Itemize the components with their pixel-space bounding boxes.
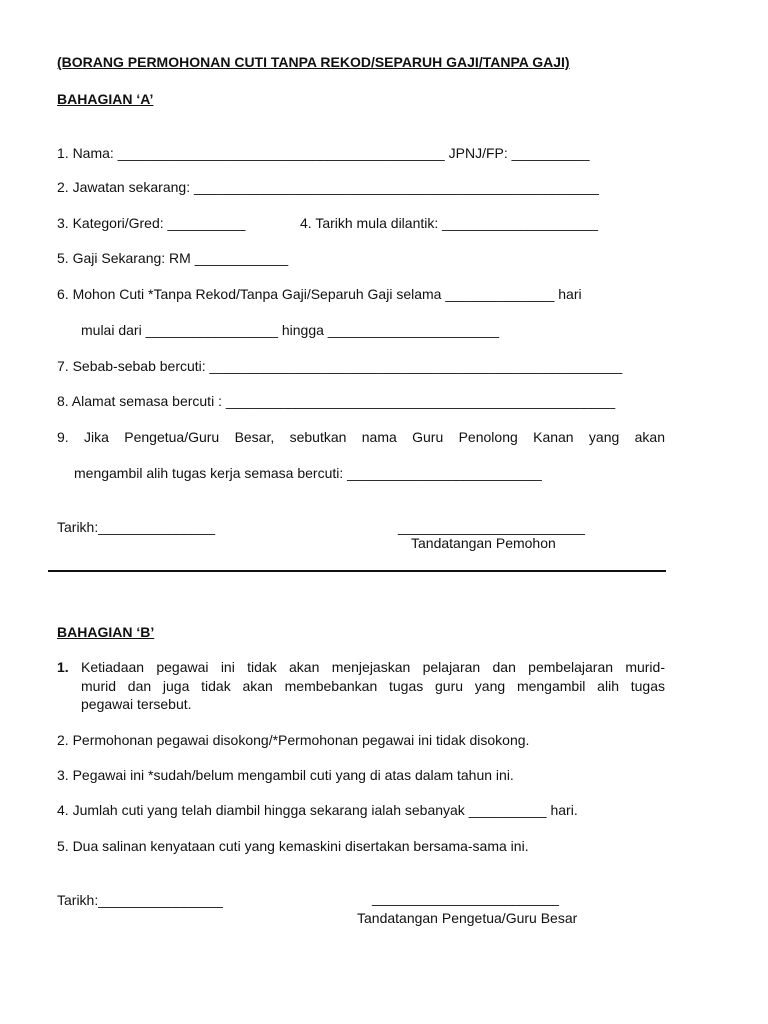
label-hari: hari	[558, 286, 582, 302]
field-alamat[interactable]	[57, 392, 615, 410]
blank-tarikh-dilantik[interactable]: ____________________	[442, 215, 598, 231]
b-item5: 5. Dua salinan kenyataan cuti yang kemaskini disertakan bersama-sama ini.	[57, 838, 529, 854]
b-item1-line3: pegawai tersebut.	[81, 696, 192, 712]
signature-label-a: Tandatangan Pemohon	[411, 535, 556, 551]
blank-jpnj[interactable]: __________	[511, 145, 590, 161]
blank-jumlah-cuti[interactable]: __________	[468, 802, 547, 818]
field-tarikh-dilantik[interactable]	[300, 214, 598, 232]
field-pengganti[interactable]	[74, 464, 542, 482]
date-field-b[interactable]: Tarikh:________________	[57, 892, 223, 908]
field-jawatan[interactable]	[57, 178, 599, 196]
signature-label-b: Tandatangan Pengetua/Guru Besar	[357, 910, 578, 926]
label-jawatan: 2. Jawatan sekarang:	[57, 179, 191, 195]
label-mohon-cuti: 6. Mohon Cuti *Tanpa Rekod/Tanpa Gaji/Separuh Gaji selama	[57, 286, 442, 302]
label-tarikh-dilantik: 4. Tarikh mula dilantik:	[300, 215, 439, 231]
field-sebab[interactable]	[57, 357, 622, 375]
form-title: (BORANG PERMOHONAN CUTI TANPA REKOD/SEPARUH GAJI/TANPA GAJI)	[57, 54, 570, 70]
blank-kategori[interactable]: __________	[167, 215, 246, 231]
label-jumlah-cuti: 4. Jumlah cuti yang telah diambil hingga sekarang ialah sebanyak	[57, 802, 465, 818]
section-divider	[48, 570, 666, 572]
blank-gaji[interactable]: ____________	[194, 250, 289, 266]
field-kategori[interactable]	[57, 214, 245, 232]
date-field-a[interactable]: Tarikh:_______________	[57, 519, 216, 535]
b-item1-line1: Ketiadaan pegawai ini tidak akan menjejaskan pelajaran dan pembelajaran murid-	[81, 659, 665, 675]
label-mulai: mulai dari	[81, 322, 142, 338]
section-a-heading: BAHAGIAN ‘A’	[57, 91, 154, 107]
b-item1-number: 1.	[57, 659, 69, 675]
section-b-heading: BAHAGIAN ‘B’	[57, 624, 155, 640]
blank-hari[interactable]: ______________	[445, 286, 555, 302]
field-jumlah-cuti[interactable]	[57, 801, 578, 819]
label-pengganti: mengambil alih tugas kerja semasa bercuti:	[74, 465, 344, 481]
blank-sebab[interactable]: _____________________________________________________	[209, 358, 623, 374]
field-nama[interactable]	[57, 144, 590, 162]
signature-line-a[interactable]: ________________________	[398, 519, 585, 535]
label-kategori: 3. Kategori/Gred:	[57, 215, 164, 231]
b-item3: 3. Pegawai ini *sudah/belum mengambil cuti yang di atas dalam tahun ini.	[57, 767, 514, 783]
blank-hingga[interactable]: ______________________	[327, 322, 500, 338]
b-item2: 2. Permohonan pegawai disokong/*Permohonan pegawai ini tidak disokong.	[57, 732, 530, 748]
blank-pengganti[interactable]: _________________________	[347, 465, 542, 481]
label-hari-b: hari.	[550, 802, 578, 818]
field-mohon-cuti[interactable]	[57, 285, 582, 303]
label-sebab: 7. Sebab-sebab bercuti:	[57, 358, 206, 374]
signature-line-b[interactable]: ________________________	[372, 890, 559, 906]
label-alamat: 8. Alamat semasa bercuti :	[57, 393, 222, 409]
field-tempoh[interactable]	[81, 321, 499, 339]
blank-alamat[interactable]: __________________________________________________	[225, 393, 616, 409]
blank-nama[interactable]: __________________________________________	[117, 145, 445, 161]
b-item1-line2: murid dan juga tidak akan membebankan tugas guru yang mengambil alih tugas	[81, 678, 665, 694]
blank-jawatan[interactable]: ____________________________________________________	[193, 179, 599, 195]
blank-mulai[interactable]: _________________	[145, 322, 278, 338]
item9-line1: 9. Jika Pengetua/Guru Besar, sebutkan nama Guru Penolong Kanan yang akan	[57, 429, 665, 445]
label-hingga: hingga	[281, 322, 324, 338]
label-gaji: 5. Gaji Sekarang: RM	[57, 250, 191, 266]
field-gaji[interactable]	[57, 249, 288, 267]
label-jpnj: JPNJ/FP:	[448, 145, 508, 161]
label-nama: 1. Nama:	[57, 145, 114, 161]
